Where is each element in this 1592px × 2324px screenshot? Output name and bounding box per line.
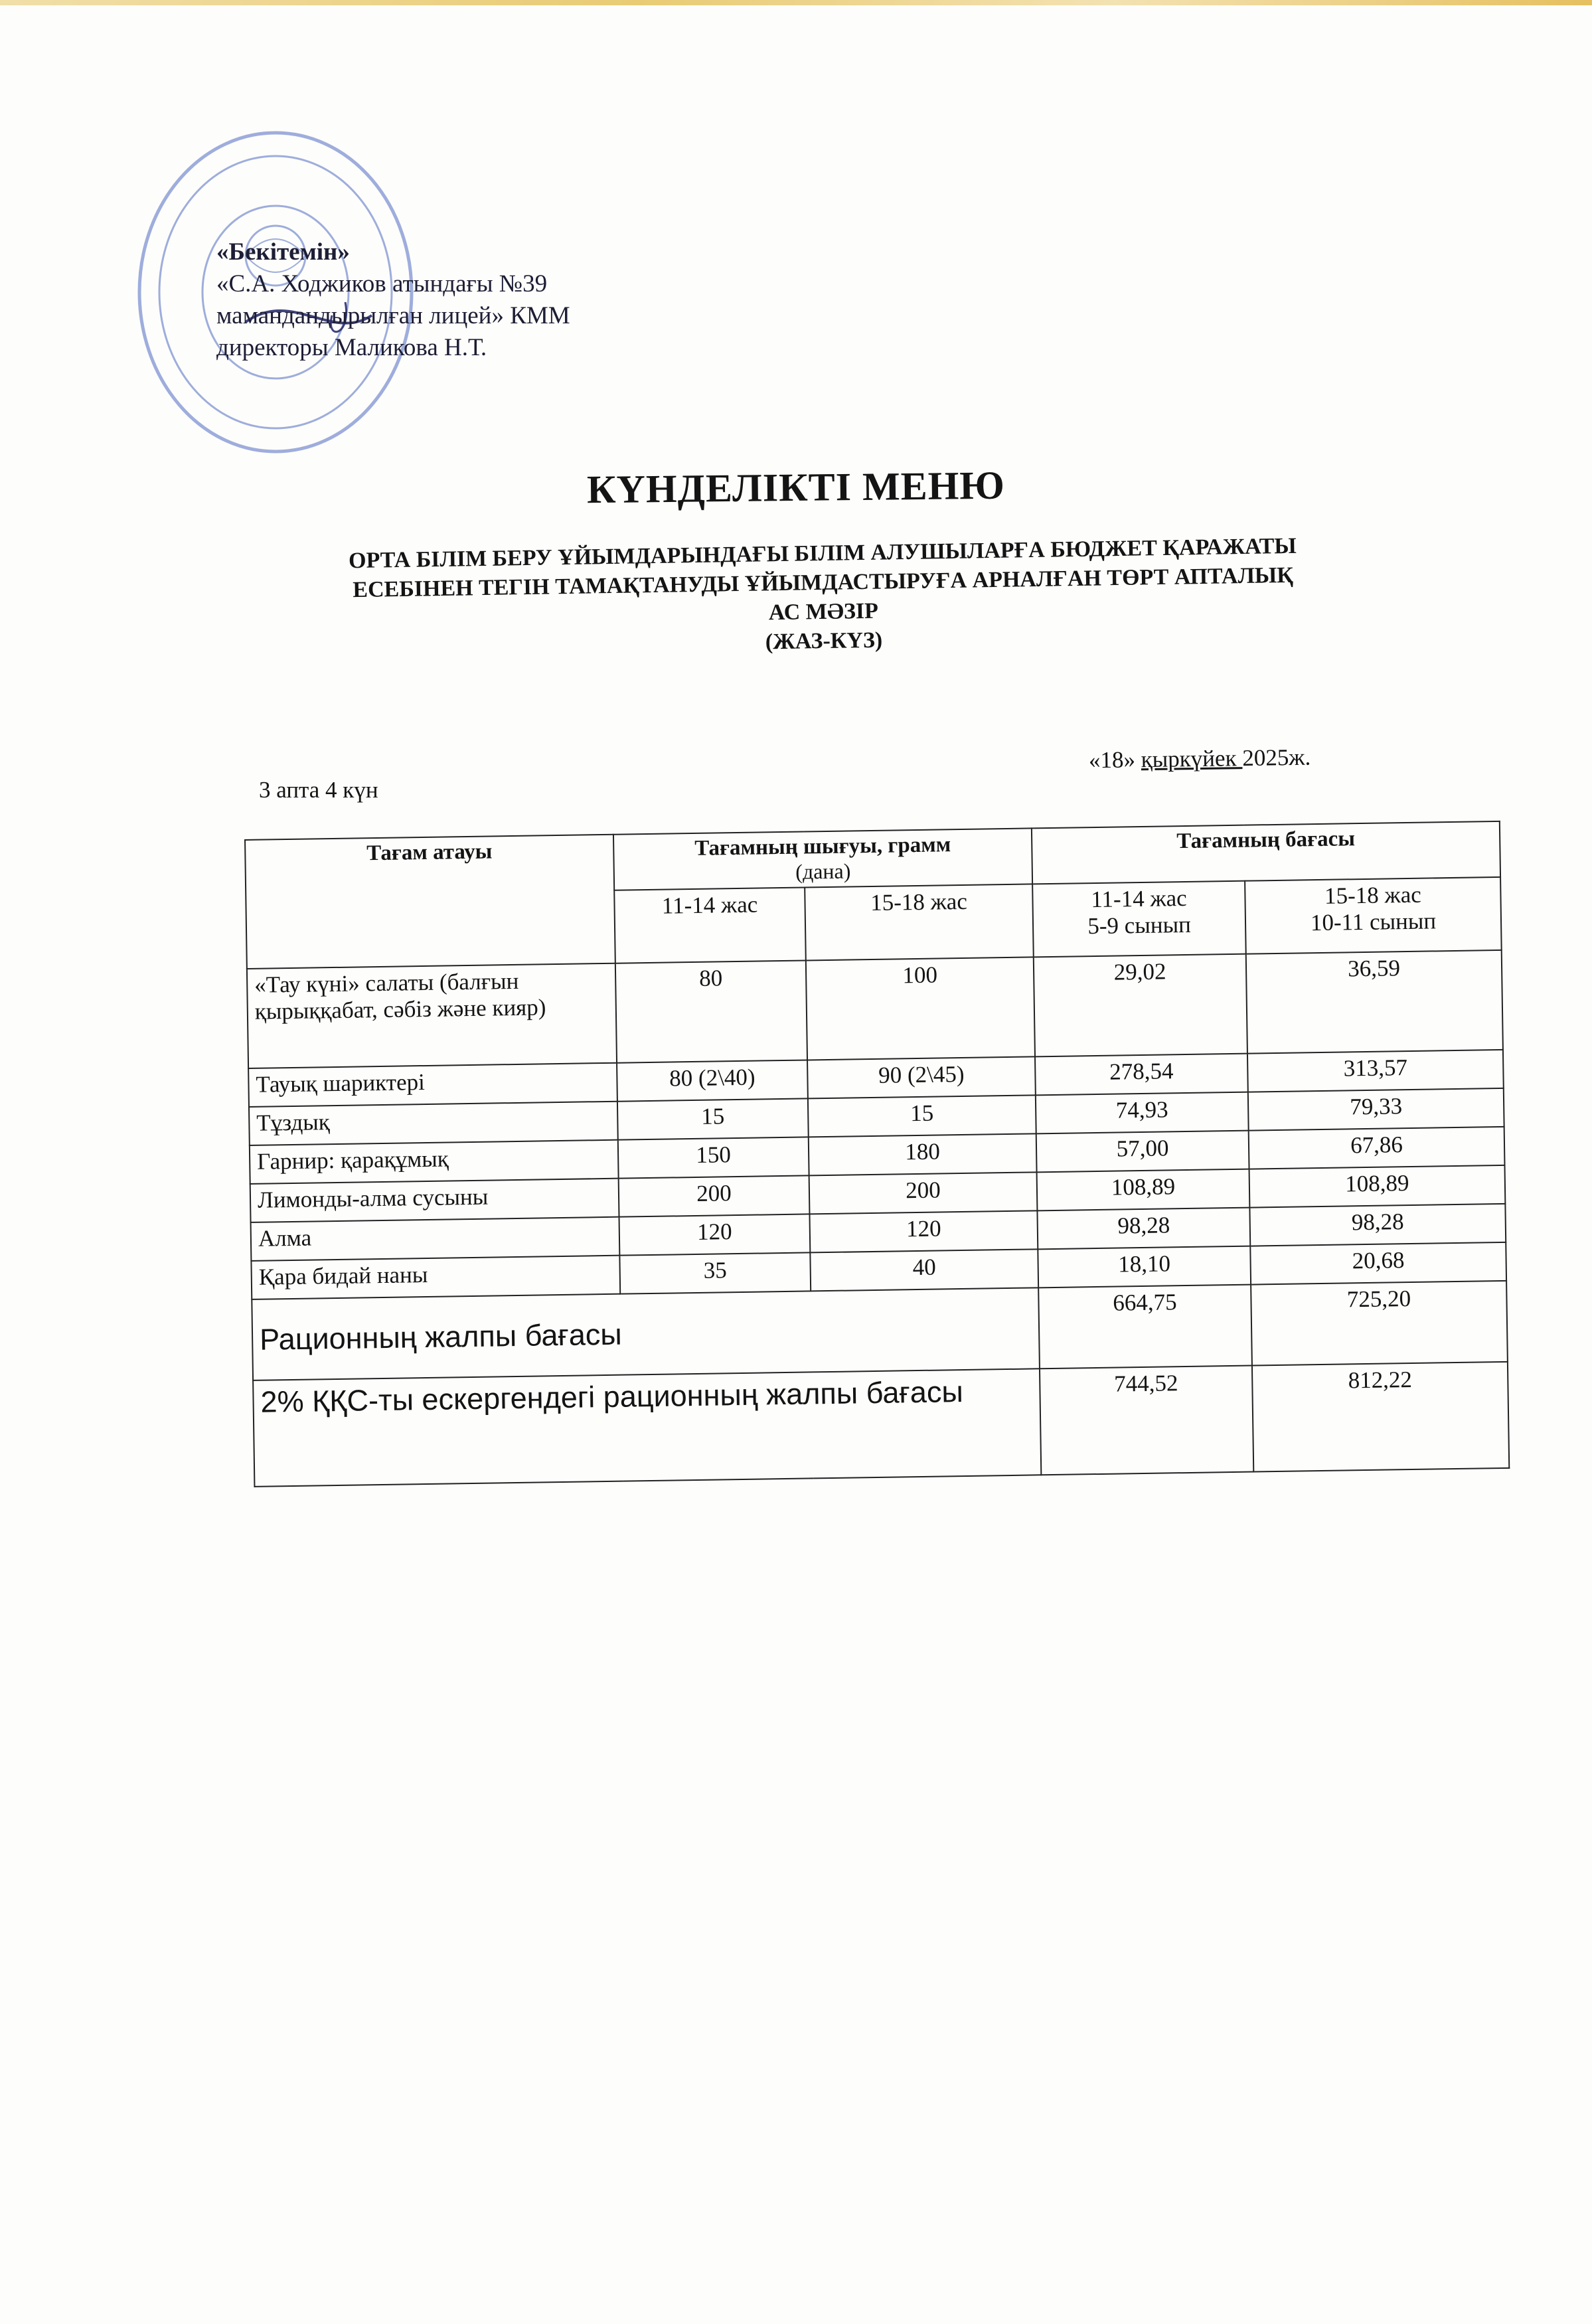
week-day-label: 3 апта 4 күн <box>259 777 378 803</box>
price-age-label: 15-18 жас <box>1324 881 1422 909</box>
menu-table-wrapper <box>244 821 1508 1487</box>
dish-name: Қара бидай наны <box>251 1256 620 1299</box>
page-title: КҮНДЕЛІКТІ МЕНЮ <box>586 463 1006 512</box>
header-yield-unit: (дана) <box>795 859 851 884</box>
yield-11-14: 80 <box>615 960 807 1062</box>
price-15-18: 36,59 <box>1246 950 1503 1054</box>
price-11-14: 57,00 <box>1036 1131 1249 1173</box>
price-11-14: 74,93 <box>1036 1092 1249 1134</box>
date-month: қыркүйек <box>1141 745 1243 773</box>
price-11-14: 278,54 <box>1035 1054 1248 1096</box>
yield-11-14: 35 <box>619 1252 811 1293</box>
approval-heading: «Бекітемін» <box>216 238 350 266</box>
dish-name: Алма <box>251 1217 620 1261</box>
header-yield-label: Тағамның шығуы, грамм <box>694 833 951 861</box>
price-15-18: 313,57 <box>1247 1050 1504 1092</box>
price-11-14: 18,10 <box>1038 1246 1251 1288</box>
dish-name: «Тау күні» салаты (балғын қырыққабат, сәбіз және кияр) <box>247 963 617 1068</box>
dish-name: Тұздық <box>249 1102 618 1145</box>
header-age-11-14: 11-14 жас <box>614 887 806 963</box>
yield-15-18: 40 <box>810 1249 1038 1291</box>
price-age-label: 11-14 жас <box>1091 884 1187 913</box>
yield-15-18: 90 (2\45) <box>807 1056 1036 1098</box>
price-15-18: 79,33 <box>1248 1088 1504 1131</box>
price-15-18: 108,89 <box>1249 1165 1506 1208</box>
price-grade-label: 5-9 сынып <box>1087 911 1192 940</box>
approval-line: «С.А. Ходжиков атындағы №39 <box>216 270 548 297</box>
dish-name: Гарнир: қарақұмық <box>250 1140 619 1184</box>
header-price-11-14 <box>1032 881 1246 957</box>
total-vat-label: 2% ҚҚС-ты ескергендегі рационның жалпы бағасы <box>253 1369 1041 1487</box>
header-yield <box>613 828 1032 890</box>
total-label: Рационның жалпы бағасы <box>252 1287 1040 1380</box>
price-grade-label: 10-11 сынып <box>1310 908 1437 936</box>
menu-table <box>244 821 1510 1487</box>
yield-15-18: 15 <box>808 1095 1036 1137</box>
yield-15-18: 120 <box>809 1210 1038 1252</box>
total-vat-price-11-14: 744,52 <box>1040 1366 1253 1475</box>
yield-11-14: 80 (2\40) <box>617 1060 808 1101</box>
table-row <box>247 950 1503 1068</box>
price-15-18: 98,28 <box>1249 1204 1506 1246</box>
dish-name: Лимонды-алма сусыны <box>250 1179 619 1222</box>
date-day: «18» <box>1088 746 1142 774</box>
document-date <box>1089 744 1311 774</box>
price-15-18: 20,68 <box>1250 1242 1506 1285</box>
yield-11-14: 15 <box>617 1098 809 1139</box>
yield-15-18: 180 <box>809 1133 1037 1175</box>
header-age-15-18: 15-18 жас <box>805 884 1034 960</box>
header-price-15-18 <box>1245 877 1502 954</box>
total-price-11-14: 664,75 <box>1038 1285 1252 1369</box>
subtitle-line: ОРТА БІЛІМ БЕРУ ҰЙЫМДАРЫНДАҒЫ БІЛІМ АЛУШЫЛАРҒА БЮДЖЕТ ҚАРАЖАТЫ <box>348 533 1297 574</box>
date-year: 2025ж. <box>1242 744 1311 772</box>
price-15-18: 67,86 <box>1249 1127 1505 1169</box>
yield-11-14: 150 <box>618 1137 809 1178</box>
dish-name: Тауық шариктері <box>248 1063 617 1107</box>
subtitle-line: ЕСЕБІНЕН ТЕГІН ТАМАҚТАНУДЫ ҰЙЫМДАСТЫРУҒА АРНАЛҒАН ТӨРТ АПТАЛЫҚ <box>353 562 1294 603</box>
price-11-14: 98,28 <box>1037 1208 1250 1250</box>
header-price: Тағамның бағасы <box>1032 821 1500 884</box>
subtitle-line: АС МӘЗІР <box>768 598 879 625</box>
page-subtitle <box>252 531 1395 665</box>
yield-15-18: 200 <box>809 1172 1038 1214</box>
header-dish: Тағам атауы <box>245 835 615 969</box>
total-vat-price-15-18: 812,22 <box>1252 1362 1509 1472</box>
yield-11-14: 120 <box>619 1214 810 1255</box>
price-11-14: 29,02 <box>1034 954 1247 1057</box>
price-11-14: 108,89 <box>1037 1169 1250 1211</box>
yield-15-18: 100 <box>806 957 1035 1060</box>
top-decorative-strip <box>0 0 1592 5</box>
approval-line: мамандандырылған лицей» КММ <box>216 302 570 329</box>
approval-line: директоры Маликова Н.Т. <box>216 334 487 361</box>
total-price-15-18: 725,20 <box>1251 1281 1508 1366</box>
total-vat-row <box>253 1362 1509 1487</box>
subtitle-line: (ЖАЗ-КҮЗ) <box>765 627 883 655</box>
approval-block <box>216 236 570 364</box>
yield-11-14: 200 <box>619 1175 810 1216</box>
